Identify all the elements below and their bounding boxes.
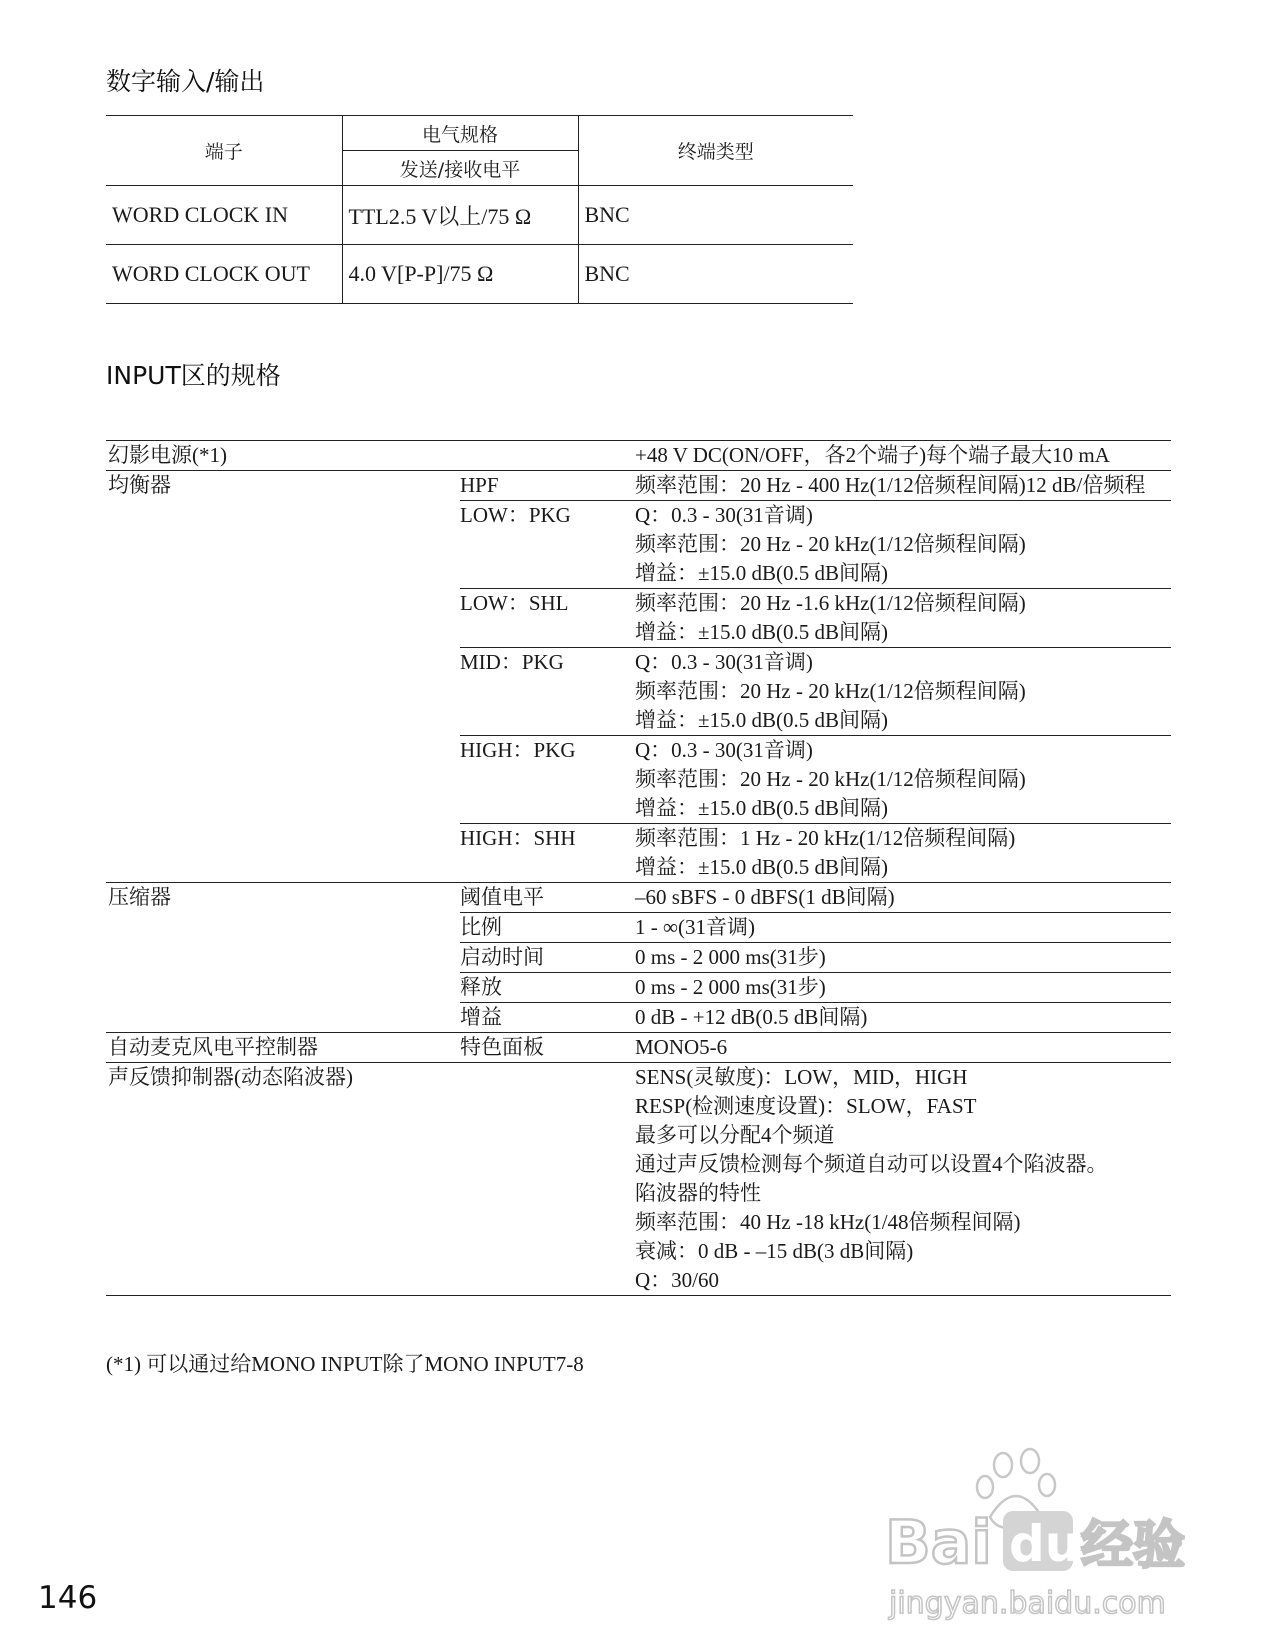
spec-row bbox=[106, 441, 1171, 471]
spec-value-line: –60 sBFS - 0 dBFS(1 dB间隔) bbox=[635, 885, 895, 909]
spec-value-line: Q：30/60 bbox=[635, 1268, 719, 1292]
spec-group-label: 声反馈抑制器(动态陷波器) bbox=[106, 1063, 460, 1296]
spec-row bbox=[106, 1003, 1171, 1033]
terminal-cell: WORD CLOCK IN bbox=[106, 186, 342, 245]
spec-row bbox=[106, 648, 1171, 736]
termination-cell: BNC bbox=[578, 186, 853, 245]
spec-value-line: 增益：±15.0 dB(0.5 dB间隔) bbox=[635, 620, 889, 644]
spec-param: HPF bbox=[460, 471, 635, 501]
spec-value-line: Q：0.3 - 30(31音调) bbox=[635, 650, 813, 674]
svg-text:jingyan.baidu.com: jingyan.baidu.com bbox=[889, 1586, 1166, 1621]
page-number: 146 bbox=[38, 1580, 98, 1616]
spec-value bbox=[635, 1063, 1171, 1296]
spec-group-label: 自动麦克风电平控制器 bbox=[106, 1033, 460, 1063]
spec-group-label bbox=[106, 589, 460, 648]
spec-value bbox=[635, 648, 1171, 736]
level-cell: TTL2.5 V以上/75 Ω bbox=[342, 186, 578, 245]
spec-value-line: +48 V DC(ON/OFF，各2个端子)每个端子最大10 mA bbox=[635, 443, 1110, 467]
spec-row bbox=[106, 913, 1171, 943]
spec-value-line: 频率范围：40 Hz -18 kHz(1/48倍频程间隔) bbox=[635, 1210, 1021, 1234]
spec-group-label: 均衡器 bbox=[106, 471, 460, 501]
spec-row bbox=[106, 1033, 1171, 1063]
spec-value bbox=[635, 1033, 1171, 1063]
table-row bbox=[106, 186, 853, 245]
spec-value bbox=[635, 736, 1171, 824]
input-spec-table bbox=[106, 440, 1171, 1296]
spec-param: LOW：PKG bbox=[460, 501, 635, 589]
spec-group-label bbox=[106, 501, 460, 589]
spec-value-line: 频率范围：20 Hz - 20 kHz(1/12倍频程间隔) bbox=[635, 532, 1026, 556]
spec-row bbox=[106, 736, 1171, 824]
spec-param: 启动时间 bbox=[460, 943, 635, 973]
spec-value-line: 增益：±15.0 dB(0.5 dB间隔) bbox=[635, 561, 889, 585]
digital-io-table bbox=[106, 115, 853, 304]
spec-group-label: 压缩器 bbox=[106, 883, 460, 913]
spec-value bbox=[635, 824, 1171, 883]
footnote: (*1) 可以通过给MONO INPUT除了MONO INPUT7-8 bbox=[106, 1352, 584, 1376]
spec-param: LOW：SHL bbox=[460, 589, 635, 648]
spec-group-label bbox=[106, 736, 460, 824]
spec-value bbox=[635, 973, 1171, 1003]
header-electrical: 电气规格 bbox=[342, 116, 578, 151]
spec-value-line: SENS(灵敏度)：LOW，MID，HIGH bbox=[635, 1065, 968, 1089]
spec-value-line: 1 - ∞(31音调) bbox=[635, 915, 755, 939]
spec-value-line: 频率范围：1 Hz - 20 kHz(1/12倍频程间隔) bbox=[635, 826, 1016, 850]
spec-param: HIGH：SHH bbox=[460, 824, 635, 883]
spec-value-line: 0 ms - 2 000 ms(31步) bbox=[635, 975, 826, 999]
spec-row bbox=[106, 973, 1171, 1003]
spec-value-line: 陷波器的特性 bbox=[635, 1181, 761, 1205]
spec-row bbox=[106, 471, 1171, 501]
table-row bbox=[106, 245, 853, 304]
spec-value-line: 频率范围：20 Hz - 20 kHz(1/12倍频程间隔) bbox=[635, 679, 1026, 703]
spec-group-label bbox=[106, 1003, 460, 1033]
spec-param: 增益 bbox=[460, 1003, 635, 1033]
spec-param bbox=[460, 1063, 635, 1296]
spec-value bbox=[635, 943, 1171, 973]
spec-value-line: Q：0.3 - 30(31音调) bbox=[635, 503, 813, 527]
spec-value-line: Q：0.3 - 30(31音调) bbox=[635, 738, 813, 762]
spec-param: 释放 bbox=[460, 973, 635, 1003]
level-cell: 4.0 V[P-P]/75 Ω bbox=[342, 245, 578, 304]
spec-value-line: 频率范围：20 Hz - 20 kHz(1/12倍频程间隔) bbox=[635, 767, 1026, 791]
spec-value-line: 增益：±15.0 dB(0.5 dB间隔) bbox=[635, 708, 889, 732]
spec-group-label bbox=[106, 913, 460, 943]
spec-value-line: 0 ms - 2 000 ms(31步) bbox=[635, 945, 826, 969]
spec-value-line: 0 dB - +12 dB(0.5 dB间隔) bbox=[635, 1005, 868, 1029]
svg-text:经验: 经验 bbox=[1081, 1516, 1186, 1576]
terminal-cell: WORD CLOCK OUT bbox=[106, 245, 342, 304]
spec-value-line: 增益：±15.0 dB(0.5 dB间隔) bbox=[635, 855, 889, 879]
spec-value bbox=[635, 589, 1171, 648]
baidu-watermark-logo bbox=[885, 1445, 1215, 1630]
spec-value-line: 衰减：0 dB - –15 dB(3 dB间隔) bbox=[635, 1239, 914, 1263]
spec-value bbox=[635, 441, 1171, 471]
spec-group-label bbox=[106, 943, 460, 973]
spec-value-line: 频率范围：20 Hz - 400 Hz(1/12倍频程间隔)12 dB/倍频程 bbox=[635, 473, 1146, 497]
spec-param: HIGH：PKG bbox=[460, 736, 635, 824]
spec-row bbox=[106, 501, 1171, 589]
spec-group-label bbox=[106, 648, 460, 736]
spec-value bbox=[635, 471, 1171, 501]
spec-value-line: 增益：±15.0 dB(0.5 dB间隔) bbox=[635, 796, 889, 820]
spec-group-label: 幻影电源(*1) bbox=[106, 441, 460, 471]
spec-param: 阈值电平 bbox=[460, 883, 635, 913]
spec-value-line: 最多可以分配4个频道 bbox=[635, 1123, 835, 1147]
spec-value bbox=[635, 501, 1171, 589]
spec-value bbox=[635, 913, 1171, 943]
spec-param bbox=[460, 441, 635, 471]
spec-row bbox=[106, 943, 1171, 973]
spec-value-line: 通过声反馈检测每个频道自动可以设置4个陷波器。 bbox=[635, 1152, 1108, 1176]
spec-param: 特色面板 bbox=[460, 1033, 635, 1063]
spec-value-line: 频率范围：20 Hz -1.6 kHz(1/12倍频程间隔) bbox=[635, 591, 1026, 615]
spec-row bbox=[106, 824, 1171, 883]
spec-value bbox=[635, 1003, 1171, 1033]
termination-cell: BNC bbox=[578, 245, 853, 304]
spec-group-label bbox=[106, 973, 460, 1003]
spec-value-line: MONO5-6 bbox=[635, 1035, 728, 1059]
header-level: 发送/接收电平 bbox=[342, 151, 578, 186]
spec-row bbox=[106, 1063, 1171, 1296]
spec-value bbox=[635, 883, 1171, 913]
header-terminal: 端子 bbox=[106, 116, 342, 186]
digital-io-heading: 数字输入/输出 bbox=[106, 67, 265, 96]
spec-value-line: RESP(检测速度设置)：SLOW，FAST bbox=[635, 1094, 977, 1118]
spec-row bbox=[106, 589, 1171, 648]
spec-row bbox=[106, 883, 1171, 913]
spec-param: MID：PKG bbox=[460, 648, 635, 736]
input-section-heading: INPUT区的规格 bbox=[106, 361, 281, 390]
spec-group-label bbox=[106, 824, 460, 883]
svg-text:du: du bbox=[1009, 1515, 1081, 1573]
svg-text:Bai: Bai bbox=[885, 1508, 992, 1578]
header-termination: 终端类型 bbox=[578, 116, 853, 186]
spec-param: 比例 bbox=[460, 913, 635, 943]
